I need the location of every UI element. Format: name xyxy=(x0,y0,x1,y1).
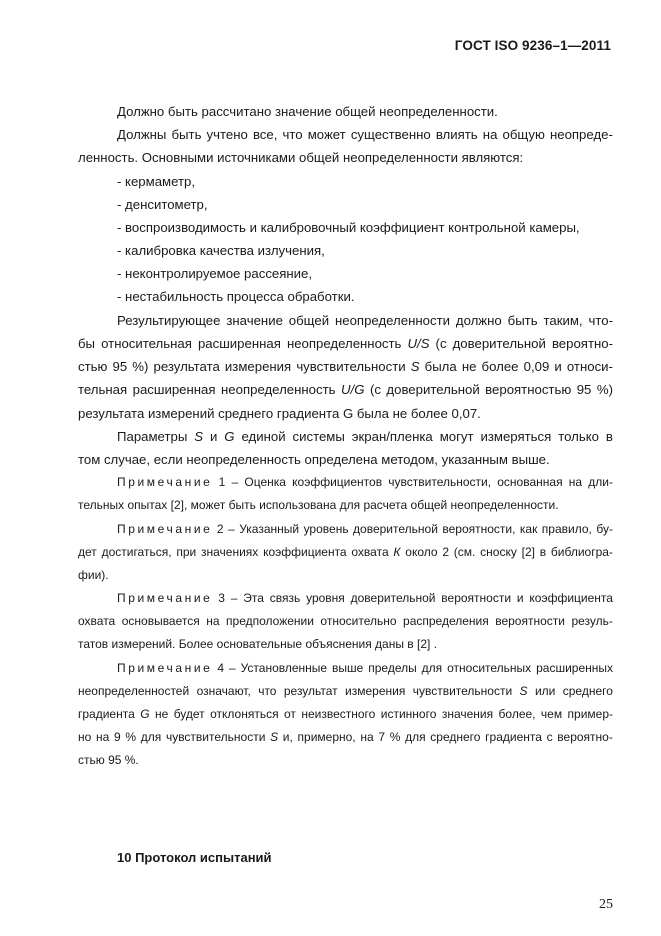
document-header-code: ГОСТ ISO 9236–1—2011 xyxy=(454,38,611,53)
body-text-line: Должно быть рассчитано значение общей неопределенности. xyxy=(117,104,498,119)
body-text-line: - калибровка качества излучения, xyxy=(117,243,325,258)
section-heading: 10 Протокол испытаний xyxy=(117,850,272,865)
page-number: 25 xyxy=(599,897,613,912)
body-text-line: результата измерений среднего градиента G была не более 0,07. xyxy=(78,406,481,421)
body-text-line: тельная расширенная неопределенность U/G (с доверительной вероятностью 95 %) xyxy=(78,382,613,397)
body-text-line: Должны быть учтено все, что может существенно влиять на общую неопреде- xyxy=(117,127,613,142)
body-text-line: Параметры S и G единой системы экран/пленка могут измеряться только в xyxy=(117,429,613,444)
note-line: фии). xyxy=(78,568,109,582)
note-line: стью 95 %. xyxy=(78,753,139,767)
body-text-line: - неконтролируемое рассеяние, xyxy=(117,266,313,281)
body-text-line: - воспроизводимость и калибровочный коэффициент контрольной камеры, xyxy=(117,220,580,235)
note-line: охвата основывается на предположении относительно распределения вероятности резуль- xyxy=(78,614,613,628)
note-line: Примечание 3 – Эта связь уровня доверительной вероятности и коэффициента xyxy=(117,591,613,605)
note-line: Примечание 2 – Указанный уровень доверительной вероятности, как правило, бу- xyxy=(117,522,613,536)
body-text-line: - денситометр, xyxy=(117,197,208,212)
body-text-line: том случае, если неопределенность определена методом, указанным выше. xyxy=(78,452,550,467)
body-text-line: - кермаметр, xyxy=(117,174,196,189)
body-text-line: бы относительная расширенная неопределенность U/S (с доверительной вероятно- xyxy=(78,336,613,351)
note-line: но на 9 % для чувствительности S и, примерно, на 7 % для среднего градиента с вероятно- xyxy=(78,730,613,744)
note-line: Примечание 4 – Установленные выше пределы для относительных расширенных xyxy=(117,661,613,675)
note-line: градиента G не будет отклоняться от неизвестного истинного значения более, чем пример- xyxy=(78,707,613,721)
note-line: неопределенностей означают, что результат измерения чувствительности S или среднего xyxy=(78,684,613,698)
body-text-line: - нестабильность процесса обработки. xyxy=(117,289,355,304)
note-line: Примечание 1 – Оценка коэффициентов чувствительности, основанная на дли- xyxy=(117,475,613,489)
note-line: дет достигаться, при значениях коэффициента охвата К около 2 (см. сноску [2] в библиогра- xyxy=(78,545,613,559)
note-line: татов измерений. Более основательные объяснения даны в [2] . xyxy=(78,637,438,651)
body-text-line: стью 95 %) результата измерения чувствительности S была не более 0,09 и относи- xyxy=(78,359,613,374)
body-text-line: ленность. Основными источниками общей неопределенности являются: xyxy=(78,150,524,165)
body-text-line: Результирующее значение общей неопределенности должно быть таким, что- xyxy=(117,313,613,328)
note-line: тельных опытах [2], может быть использована для расчета общей неопределенности. xyxy=(78,498,559,512)
